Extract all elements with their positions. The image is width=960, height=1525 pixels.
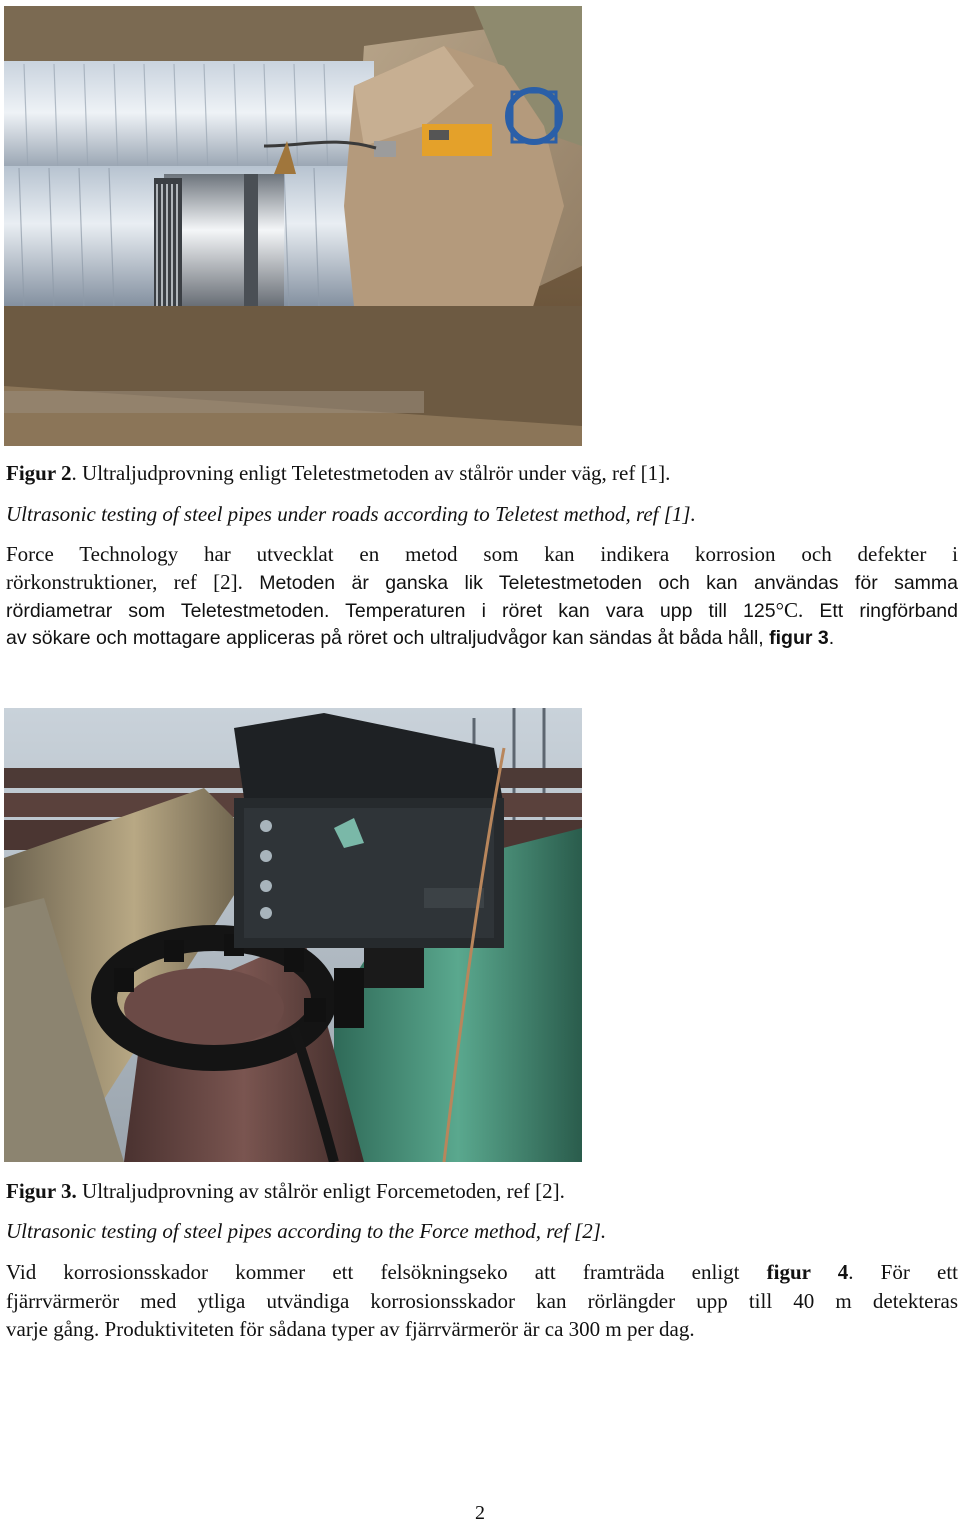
figure-4-reference: figur 4 [766, 1260, 849, 1284]
figure-2-photo [4, 6, 582, 446]
paragraph-2-line-2: fjärrvärmerör med ytliga utvändiga korrosionsskador kan rörlängder upp till 40 m detekteras [6, 1289, 958, 1313]
paragraph-2-line-3: varje gång. Produktiviteten för sådana typer av fjärrvärmerör är ca 300 m per dag. [6, 1317, 695, 1341]
paragraph-1-line-1: Force Technology har utvecklat en metod som kan indikera korrosion och defekter i [6, 542, 958, 566]
paragraph-1-line-3: rördiametrar som Teletestmetoden. Temperaturen i röret kan vara upp till 125°C. Ett ringförband [6, 598, 958, 622]
page-number: 2 [475, 1502, 485, 1524]
figure-3-reference: figur 3 [769, 627, 829, 649]
figure-3-photo [4, 708, 582, 1162]
figure-3-caption [6, 1177, 565, 1205]
figure-3-caption-english: Ultrasonic testing of steel pipes according to the Force method, ref [2]. [6, 1219, 607, 1243]
figure-2-caption [6, 459, 670, 487]
figure-3-label: Figur 3. [6, 1179, 77, 1203]
figure-2-caption-english: Ultrasonic testing of steel pipes under roads according to Teletest method, ref [1]. [6, 502, 696, 526]
figure-2-caption-text: . Ultraljudprovning enligt Teletestmetoden av stålrör under väg, ref [1]. [71, 461, 671, 485]
paragraph-1-line-2: rörkonstruktioner, ref [2]. Metoden är ganska lik Teletestmetoden och kan användas för samma [6, 570, 958, 594]
figure-3-caption-text: Ultraljudprovning av stålrör enligt Forcemetoden, ref [2]. [76, 1179, 565, 1203]
paragraph-1-line-4: av sökare och mottagare appliceras på röret och ultraljudvågor kan sändas åt båda håll, figur 3. [6, 627, 835, 649]
figure-2-label: Figur 2 [6, 461, 72, 485]
paragraph-2-line-1: Vid korrosionsskador kommer ett felsökningseko att framträda enligt figur 4. För ett [6, 1260, 959, 1284]
